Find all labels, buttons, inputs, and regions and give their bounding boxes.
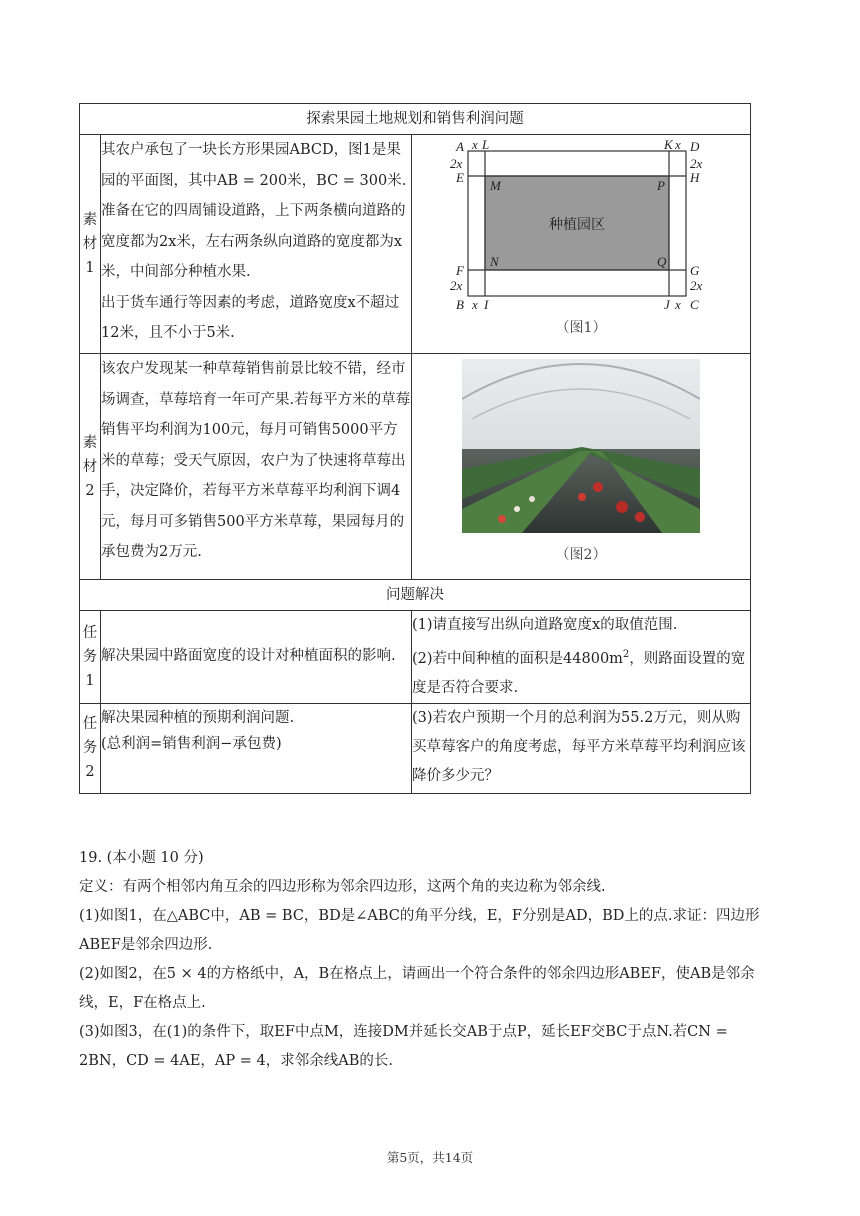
label-C: C	[690, 297, 699, 312]
q19-definition: 定义：有两个相邻内角互余的四边形称为邻余四边形，这两个角的夹边称为邻余线.	[79, 879, 606, 895]
figure2-cell	[412, 354, 751, 580]
label-Q: Q	[657, 254, 667, 269]
q19-heading: 19. (本小题 10 分)	[79, 850, 204, 866]
label-x-top-left: x	[472, 137, 478, 152]
task1-q1: (1)请直接写出纵向道路宽度x的取值范围.	[412, 617, 678, 633]
label-G: G	[690, 263, 700, 278]
label-K: K	[664, 137, 673, 152]
label-F: F	[456, 263, 464, 278]
planting-area-label: 种植园区	[549, 217, 605, 233]
q19-part3: (3)如图3，在(1)的条件下，取EF中点M，连接DM并延长交AB于点P，延长EF交BC于点N.若CN = 2BN，CD = 4AE，AP = 4，求邻余线AB的长.	[79, 1024, 728, 1069]
task2-question: (3)若农户预期一个月的总利润为55.2万元，则从购买草莓客户的角度考虑，每平方米草莓平均利润应该降价多少元？	[412, 703, 751, 793]
q19-part1: (1)如图1，在△ABC中，AB = BC，BD是∠ABC的角平分线，E，F分别是AD，BD上的点.求证：四边形ABEF是邻余四边形.	[79, 908, 760, 953]
task1-label: 任务1	[80, 611, 101, 704]
label-E: E	[456, 170, 464, 185]
problem-table	[79, 103, 751, 794]
label-2x-left-bottom: 2x	[450, 278, 463, 293]
label-B: B	[456, 297, 464, 312]
solve-header: 问题解决	[80, 580, 751, 611]
label-2x-left-top: 2x	[450, 156, 463, 171]
label-I: I	[484, 297, 489, 312]
label-x-bottom-right: x	[675, 297, 681, 312]
material1-label: 素材1	[80, 135, 101, 354]
task2-desc: 解决果园种植的预期利润问题. (总利润=销售利润−承包费)	[101, 703, 412, 793]
label-N: N	[490, 254, 499, 269]
label-H: H	[690, 170, 700, 185]
label-2x-right-bottom: 2x	[690, 278, 703, 293]
label-M: M	[490, 178, 501, 193]
question-19	[79, 844, 779, 1076]
task1-q2: (2)若中间种植的面积是$44800m^2$，则路面设置的宽度是否符合要求.	[412, 649, 746, 696]
label-A: A	[456, 139, 464, 154]
label-x-top-right: x	[675, 137, 681, 152]
q19-part2: (2)如图2，在5 × 4的方格纸中，A，B在格点上，请画出一个符合条件的邻余四边形ABEF，使AB是邻余线，E，F在格点上.	[79, 966, 755, 1011]
label-J: J	[664, 297, 670, 312]
task1-desc: 解决果园中路面宽度的设计对种植面积的影响.	[101, 611, 412, 704]
label-L: L	[482, 137, 490, 152]
page-footer: 第5页，共14页	[386, 1150, 474, 1165]
material2-label: 素材2	[80, 354, 101, 580]
label-2x-right-top: 2x	[690, 156, 703, 171]
figure1-cell	[412, 135, 751, 354]
table-title: 探索果园土地规划和销售利润问题	[80, 104, 751, 135]
task1-questions	[412, 611, 751, 704]
figure2-caption: （图2）	[555, 547, 607, 563]
figure1-caption: （图1）	[555, 320, 607, 336]
task2-label: 任务2	[80, 703, 101, 793]
material1-text: 其农户承包了一块长方形果园ABCD，图1是果园的平面图，其中AB = 200米，BC = 300米.准备在它的四周铺设道路，上下两条横向道路的宽度都为2x米，左右两条纵向道路的宽度都为x米，中间部分种植水果. 出于货车通行等因素的考虑，道路宽度x不超过12米，且不小于5米.	[101, 135, 412, 354]
material2-text: 该农户发现某一种草莓销售前景比较不错，经市场调查，草莓培育一年可产果.若每平方米的草莓销售平均利润为100元，每月可销售5000平方米的草莓；受天气原因，农户为了快速将草莓出手，决定降价，若每平方米草莓平均利润下调4元，每月可多销售500平方米草莓，果园每月的承包费为2万元.	[101, 354, 412, 580]
label-P: P	[657, 178, 665, 193]
strawberry-greenhouse-photo	[462, 359, 700, 533]
label-D: D	[690, 139, 700, 154]
label-x-bottom-left: x	[472, 297, 478, 312]
